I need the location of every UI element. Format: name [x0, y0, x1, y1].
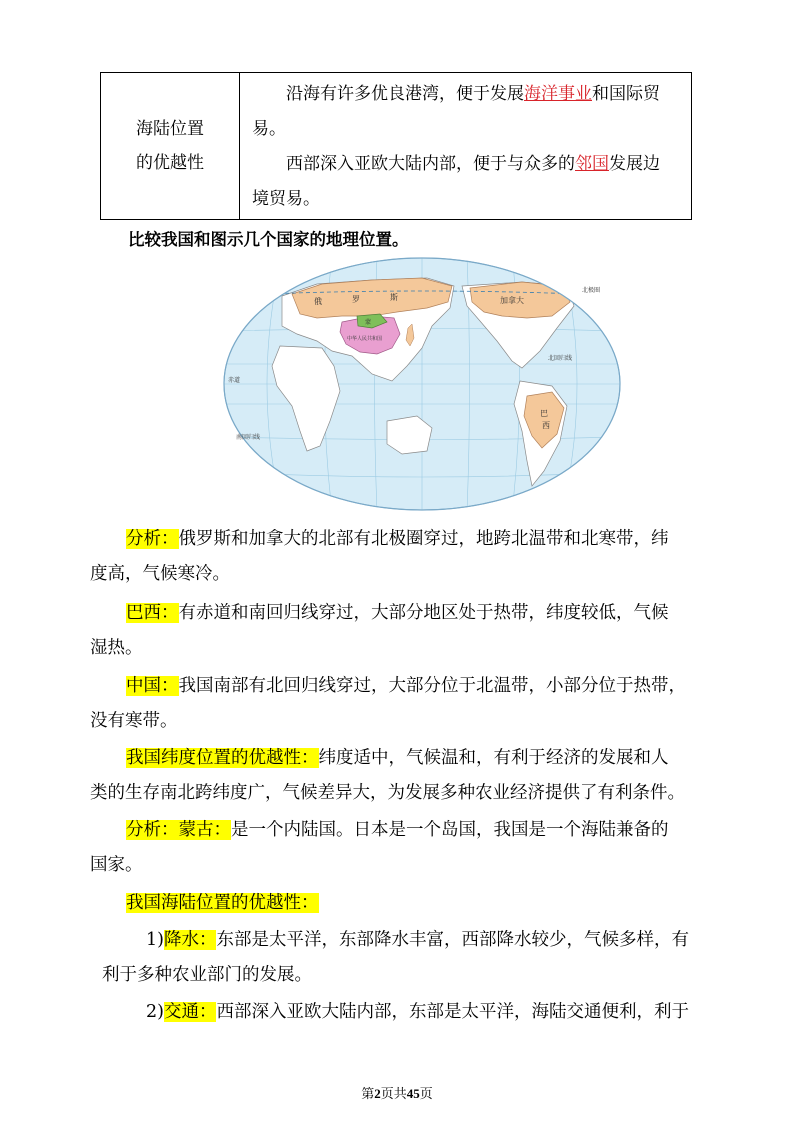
page-footer: [0, 1083, 794, 1102]
sea-land-advantage: [90, 886, 720, 921]
item-number: 2): [146, 1002, 164, 1022]
p2-text: 西部深入亚欧大陆内部，便于与众多的: [286, 154, 575, 174]
page-number: 2: [374, 1086, 381, 1101]
analysis-china: [90, 669, 720, 739]
table-row-content: [240, 73, 691, 219]
label-arctic-circle: 北极圈: [582, 287, 601, 294]
text-line: 我国南部有北回归线穿过，大部分位于北温带，小部分位于热带，: [178, 676, 686, 696]
section-heading: 比较我国和图示几个国家的地理位置。: [128, 230, 409, 249]
sea-land-title: 我国海陆位置的优越性：: [126, 893, 319, 913]
label-analysis: 分析：: [126, 529, 179, 549]
text-line: 没有寒带。: [90, 711, 178, 731]
text-line: 度高，气候寒冷。: [90, 564, 230, 584]
label-china: 中华人民共和国: [347, 336, 383, 342]
text-line: 有赤道和南回归线穿过，大部分地区处于热带，纬度较低，气候: [178, 603, 669, 623]
p2-text-after: 发展边: [609, 154, 660, 174]
text-line: 湿热。: [90, 638, 143, 658]
sea-land-item-1: [100, 923, 730, 993]
label-tropic-north: 北回归线: [548, 355, 573, 362]
row-title-line2: 的优越性: [136, 153, 204, 173]
page-total: 45: [406, 1086, 420, 1101]
world-map: [222, 256, 622, 512]
label-canada: 加拿大: [500, 296, 524, 305]
label-precipitation: 降水：: [163, 930, 217, 950]
row-title-line1: 海陆位置: [136, 119, 204, 139]
text-line: 俄罗斯和加拿大的北部有北极圈穿过，地跨北温带和北寒带，纬: [178, 529, 669, 549]
label-tropic-south: 南回归线: [236, 434, 261, 441]
p1-text: 沿海有许多优良港湾，便于发展: [286, 84, 524, 104]
label-transport: 交通：: [163, 1002, 217, 1022]
label-brazil-b: 西: [542, 421, 550, 430]
label-brazil: 巴西：: [126, 603, 179, 623]
label-equator: 赤道: [228, 377, 241, 384]
label-russia-c: 斯: [390, 293, 398, 302]
text-line: 纬度适中，气候温和，有利于经济的发展和人: [318, 748, 669, 768]
label-russia-b: 罗: [352, 295, 360, 304]
neighbor-country-link[interactable]: 邻国: [575, 154, 609, 174]
table-paragraph-2-cont: 境贸易。: [252, 189, 320, 209]
table-row-header: [101, 73, 240, 219]
footer-text: 页共: [380, 1086, 407, 1101]
text-line: 是一个内陆国。日本是一个岛国，我国是一个海陆兼备的: [231, 820, 669, 840]
text-line: 国家。: [90, 855, 143, 875]
text-line: 东部是太平洋，东部降水丰富，西部降水较少，气候多样，有: [216, 930, 689, 950]
text-line: 类的生存南北跨纬度广，气候差异大，为发展多种农业经济提供了有利条件。: [90, 783, 685, 803]
table-paragraph-1-cont: 易。: [252, 119, 286, 139]
label-latitude-advantage: 我国纬度位置的优越性：: [126, 748, 319, 768]
text-line: 西部深入亚欧大陆内部，东部是太平洋，海陆交通便利，利于: [216, 1002, 689, 1022]
label-mongolia: 分析：蒙古：: [126, 820, 231, 840]
label-mongolia: 蒙: [365, 319, 372, 326]
table-paragraph-1: [252, 77, 681, 112]
label-brazil-a: 巴: [540, 409, 548, 418]
position-table: [100, 72, 692, 220]
text-line: 利于多种农业部门的发展。: [102, 965, 312, 985]
footer-text: 第: [361, 1086, 375, 1101]
p1-text-after: 和国际贸: [592, 84, 660, 104]
item-number: 1): [146, 930, 164, 950]
sea-land-item-2: [100, 995, 730, 1030]
footer-text: 页: [419, 1086, 433, 1101]
analysis-russia-canada: [90, 522, 720, 592]
table-paragraph-2: [252, 147, 681, 182]
label-russia-a: 俄: [314, 297, 322, 306]
latitude-advantage: [90, 741, 720, 811]
analysis-mongolia: [90, 813, 720, 883]
analysis-brazil: [90, 596, 720, 666]
label-china: 中国：: [126, 676, 179, 696]
ocean-industry-link[interactable]: 海洋事业: [524, 84, 592, 104]
